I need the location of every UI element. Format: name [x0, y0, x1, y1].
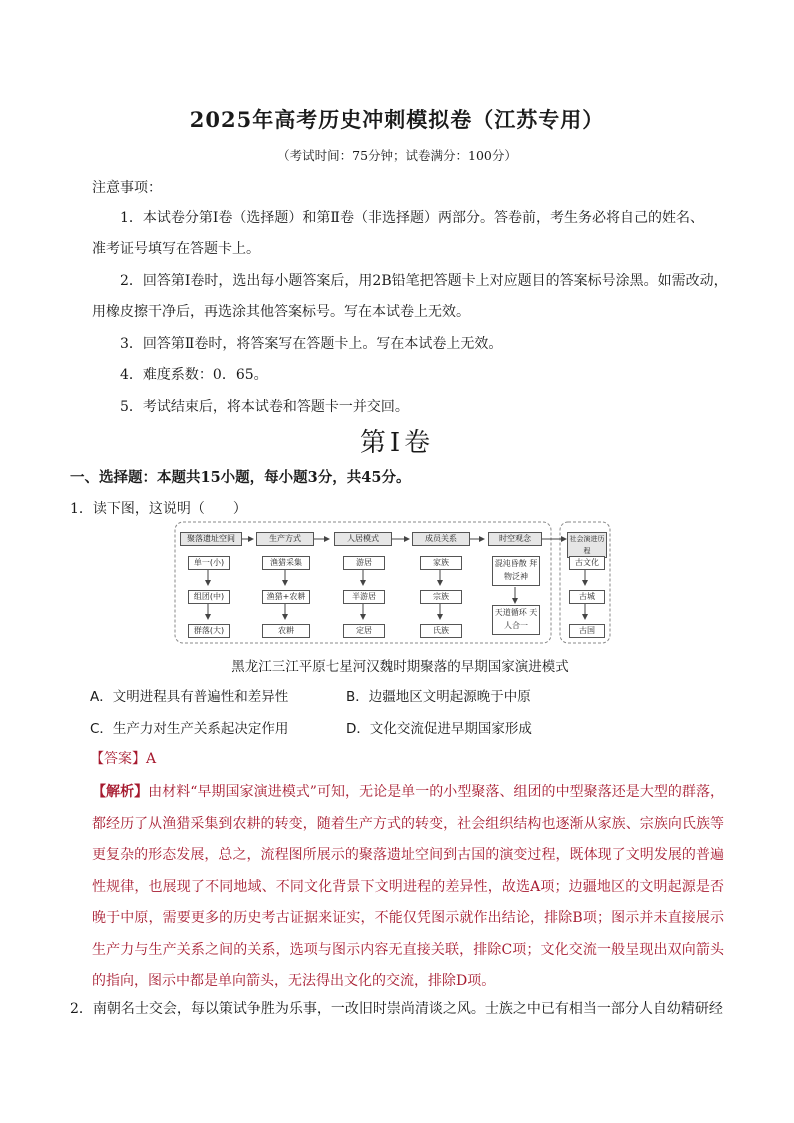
notice-item-1-cont: 准考证号填写在答题卡上。	[92, 241, 260, 257]
diagram-col4-item-3: 氏族	[420, 624, 462, 638]
diagram-col5-item-2: 天道循环 天人合一	[492, 605, 540, 635]
diagram-col4-item-2: 宗族	[420, 590, 462, 604]
diagram-col2-item-2: 渔猎+农耕	[262, 590, 310, 604]
diagram-col2-item-3: 农耕	[262, 624, 310, 638]
option-a: A．文明进程具有普遍性和差异性	[90, 689, 289, 705]
question-2-stem: 2．南朝名士交会，每以策试争胜为乐事，一改旧时崇尚清谈之风。士族之中已有相当一部分人自幼精研经	[70, 1001, 723, 1017]
notice-item-4: 4．难度系数：0．65。	[120, 367, 268, 383]
answer-label: 【答案】A	[90, 751, 157, 767]
diagram-header-1: 聚落遗址空间	[180, 532, 242, 546]
analysis-tag: 【解析】	[92, 784, 149, 800]
diagram-col1-item-1: 单一(小)	[188, 556, 230, 570]
diagram-col3-item-2: 半游居	[343, 590, 385, 604]
option-d: D．文化交流促进早期国家形成	[346, 721, 532, 737]
notice-item-3: 3．回答第Ⅱ卷时，将答案写在答题卡上。写在本试卷上无效。	[120, 336, 503, 352]
diagram-col3-item-3: 定居	[343, 624, 385, 638]
diagram-col6-item-2: 古城	[569, 590, 605, 604]
exam-subtitle: （考试时间：75分钟；试卷满分：100分）	[277, 148, 517, 163]
diagram-col2-item-1: 渔猎采集	[262, 556, 310, 570]
analysis-text: 由材料“早期国家演进模式”可知，无论是单一的小型聚落、组团的中型聚落还是大型的群落，都经历了从渔猎采集到农耕的转变，随着生产方式的转变，社会组织结构也逐渐从家族、宗族向氏族等更复杂的形态发展，总之，流程图所展示的聚落遗址空间到古国的演变过程，既体现了文明发展的普遍性规律，也展现了不同地域、不同文化背景下文明进程的差异性，故选A项；边疆地区的文明起源是否晚于中原，需要更多的历史考古证据来证实，不能仅凭图示就作出结论，排除B项；图示并未直接展示生产力与生产关系之间的关系，选项与图示内容无直接关联，排除C项；文化交流一般呈现出双向箭头的指向，图示中都是单向箭头，无法得出文化的交流，排除D项。	[92, 784, 725, 989]
option-b: B．边疆地区文明起源晚于中原	[346, 689, 531, 705]
exam-title: 2025年高考历史冲刺模拟卷（江苏专用）	[189, 107, 605, 132]
diagram-header-5: 时空观念	[488, 532, 542, 546]
notice-item-1: 1．本试卷分第Ⅰ卷（选择题）和第Ⅱ卷（非选择题）两部分。答卷前，考生务必将自己的姓名、	[120, 210, 704, 226]
diagram-header-3: 人居模式	[334, 532, 392, 546]
question-1-stem: 1．读下图，这说明（ ）	[70, 501, 247, 517]
notice-heading: 注意事项：	[92, 180, 162, 196]
diagram-col1-item-2: 组团(中)	[188, 590, 230, 604]
analysis-paragraph	[92, 777, 724, 998]
diagram-col5-item-1: 混沌昏散 拜物泛神	[492, 556, 540, 586]
diagram-col6-item-1: 古文化	[569, 556, 605, 570]
diagram-header-2: 生产方式	[256, 532, 314, 546]
diagram-col4-item-1: 家族	[420, 556, 462, 570]
diagram-col1-item-3: 群落(大)	[188, 624, 230, 638]
option-c: C．生产力对生产关系起决定作用	[90, 721, 289, 737]
section-heading: 一、选择题：本题共15小题，每小题3分，共45分。	[70, 469, 411, 486]
diagram-header-6: 社会演进历程	[567, 532, 607, 558]
evolution-diagram	[174, 521, 611, 645]
diagram-col3-item-1: 游居	[343, 556, 385, 570]
volume-title: 第Ⅰ卷	[359, 428, 435, 458]
diagram-header-4: 成员关系	[412, 532, 470, 546]
notice-item-2: 2．回答第Ⅰ卷时，选出每小题答案后，用2B铅笔把答题卡上对应题目的答案标号涂黑。如需改动，	[120, 273, 728, 289]
diagram-col6-item-3: 古国	[569, 624, 605, 638]
notice-item-2-cont: 用橡皮擦干净后，再选涂其他答案标号。写在本试卷上无效。	[92, 304, 470, 320]
diagram-caption: 黑龙江三江平原七星河汉魏时期聚落的早期国家演进模式	[231, 659, 569, 675]
notice-item-5: 5．考试结束后，将本试卷和答题卡一并交回。	[120, 399, 409, 415]
